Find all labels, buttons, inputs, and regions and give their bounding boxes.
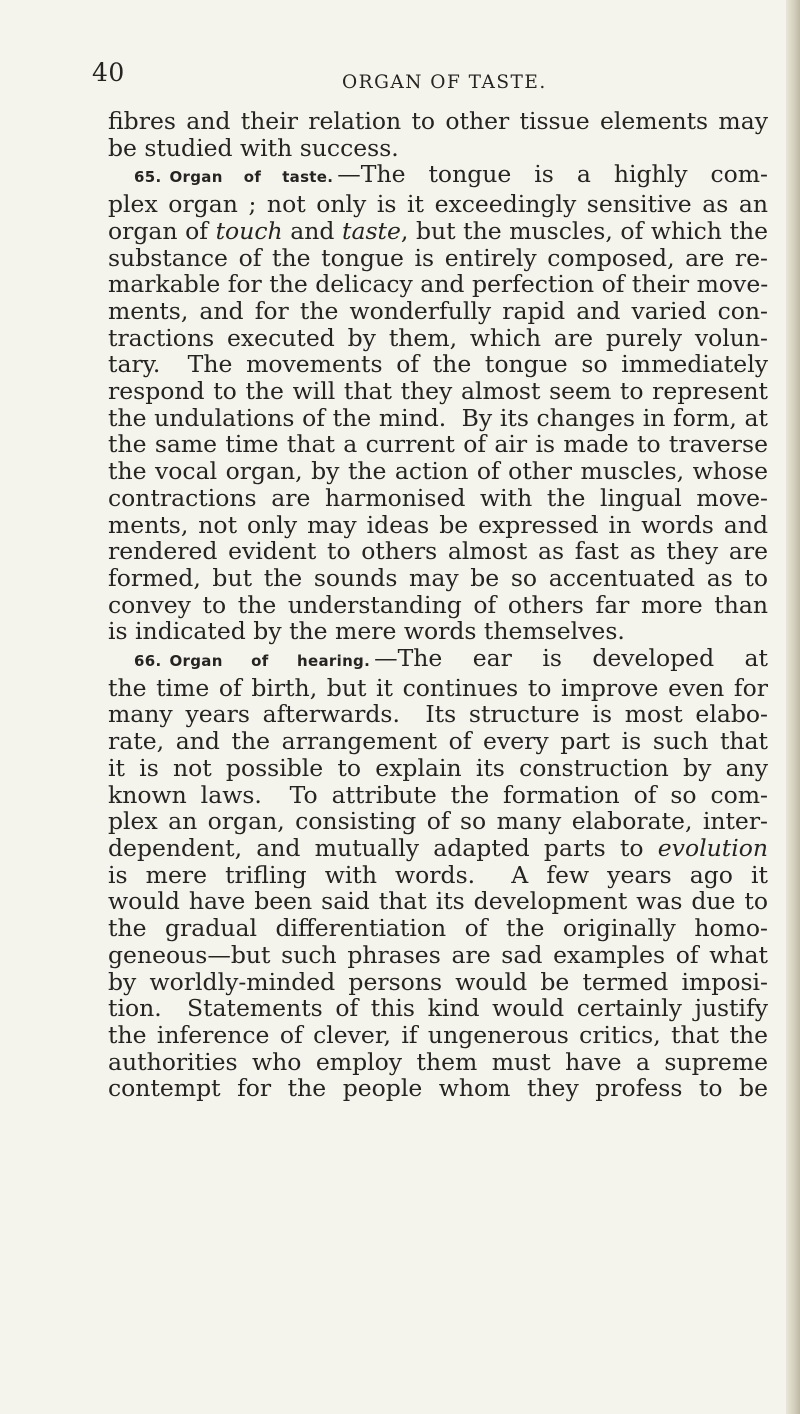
text-line: geneous—but such phrases are sad examples of what: [108, 940, 768, 969]
text-line: is indicated by the mere words themselves.: [108, 617, 625, 646]
italic-term: touch: [215, 216, 283, 245]
italic-term: evolution: [657, 833, 768, 862]
text-line: substance of the tongue is entirely composed, are re-: [108, 243, 768, 272]
text-line: markable for the delicacy and perfection of their move-: [108, 270, 769, 299]
text-line: rate, and the arrangement of every part is such that: [108, 727, 768, 756]
text-line: tary. The movements of the tongue so immediately: [108, 350, 768, 379]
text-fragment: , but the muscles, of which the: [400, 216, 768, 245]
text-line: plex organ ; not only is it exceedingly sensitive as an: [108, 190, 768, 219]
text-line: known laws. To attribute the formation of so com-: [108, 780, 768, 809]
section-title: Organ of taste.: [169, 168, 334, 187]
text-fragment: and: [282, 216, 343, 245]
text-line: authorities who employ them must have a supreme: [108, 1047, 768, 1076]
text-line: the time of birth, but it continues to improve even for: [108, 673, 768, 702]
text-line: fibres and their relation to other tissue elements may: [108, 107, 768, 135]
text-line: tion. Statements of this kind would certainly justify: [108, 994, 768, 1023]
section-number: 65.: [134, 168, 162, 187]
text-line: formed, but the sounds may be so accentuated as to: [108, 563, 768, 592]
text-fragment: —The tongue is a highly com-: [337, 160, 768, 189]
text-fragment: dependent, and mutually adapted parts to: [108, 833, 658, 862]
text-line: is mere trifling with words. A few years ago it: [108, 860, 768, 889]
text-line: the undulations of the mind. By its changes in form, at: [108, 403, 768, 432]
text-line: the inference of clever, if ungenerous critics, that the: [108, 1020, 768, 1049]
italic-term: taste: [342, 216, 401, 245]
text-fragment: organ of: [108, 216, 216, 245]
text-line: many years afterwards. Its structure is most elabo-: [108, 700, 768, 729]
text-line: the vocal organ, by the action of other muscles, whose: [108, 457, 768, 486]
section-65-heading-line: [108, 161, 768, 191]
page-header: [92, 58, 752, 98]
section-title: Organ of hearing.: [169, 652, 371, 671]
text-line: contempt for the people whom they profess to be: [108, 1074, 768, 1103]
text-line: convey to the understanding of others far more than: [108, 590, 768, 619]
text-line: respond to the will that they almost seem to represent: [108, 377, 768, 406]
text-line: [108, 218, 768, 245]
text-line: by worldly-minded persons would be termed imposi-: [108, 967, 768, 996]
running-title: ORGAN OF TASTE.: [342, 72, 547, 93]
text-line: rendered evident to others almost as fast as they are: [108, 537, 768, 566]
text-line: it is not possible to explain its construction by any: [108, 753, 768, 782]
section-66-heading-line: [108, 645, 768, 675]
section-number: 66.: [134, 652, 162, 671]
text-line: the gradual differentiation of the originally homo-: [108, 914, 768, 943]
text-line: ments, not only may ideas be expressed in words and: [108, 510, 768, 539]
body-text: [108, 108, 768, 1102]
text-line: plex an organ, consisting of so many elaborate, inter-: [108, 807, 768, 836]
text-line: ments, and for the wonderfully rapid and varied con-: [108, 296, 768, 325]
text-line: tractions executed by them, which are purely volun-: [108, 323, 768, 352]
text-line: [108, 835, 768, 862]
text-line: the same time that a current of air is made to traverse: [108, 430, 768, 459]
text-line: would have been said that its development was due to: [108, 887, 768, 916]
text-line: contractions are harmonised with the lingual move-: [108, 483, 768, 512]
page-edge: [786, 0, 800, 1414]
page-number: 40: [92, 58, 125, 87]
text-line: be studied with success.: [108, 133, 399, 162]
text-fragment: —The ear is developed at: [374, 644, 768, 673]
